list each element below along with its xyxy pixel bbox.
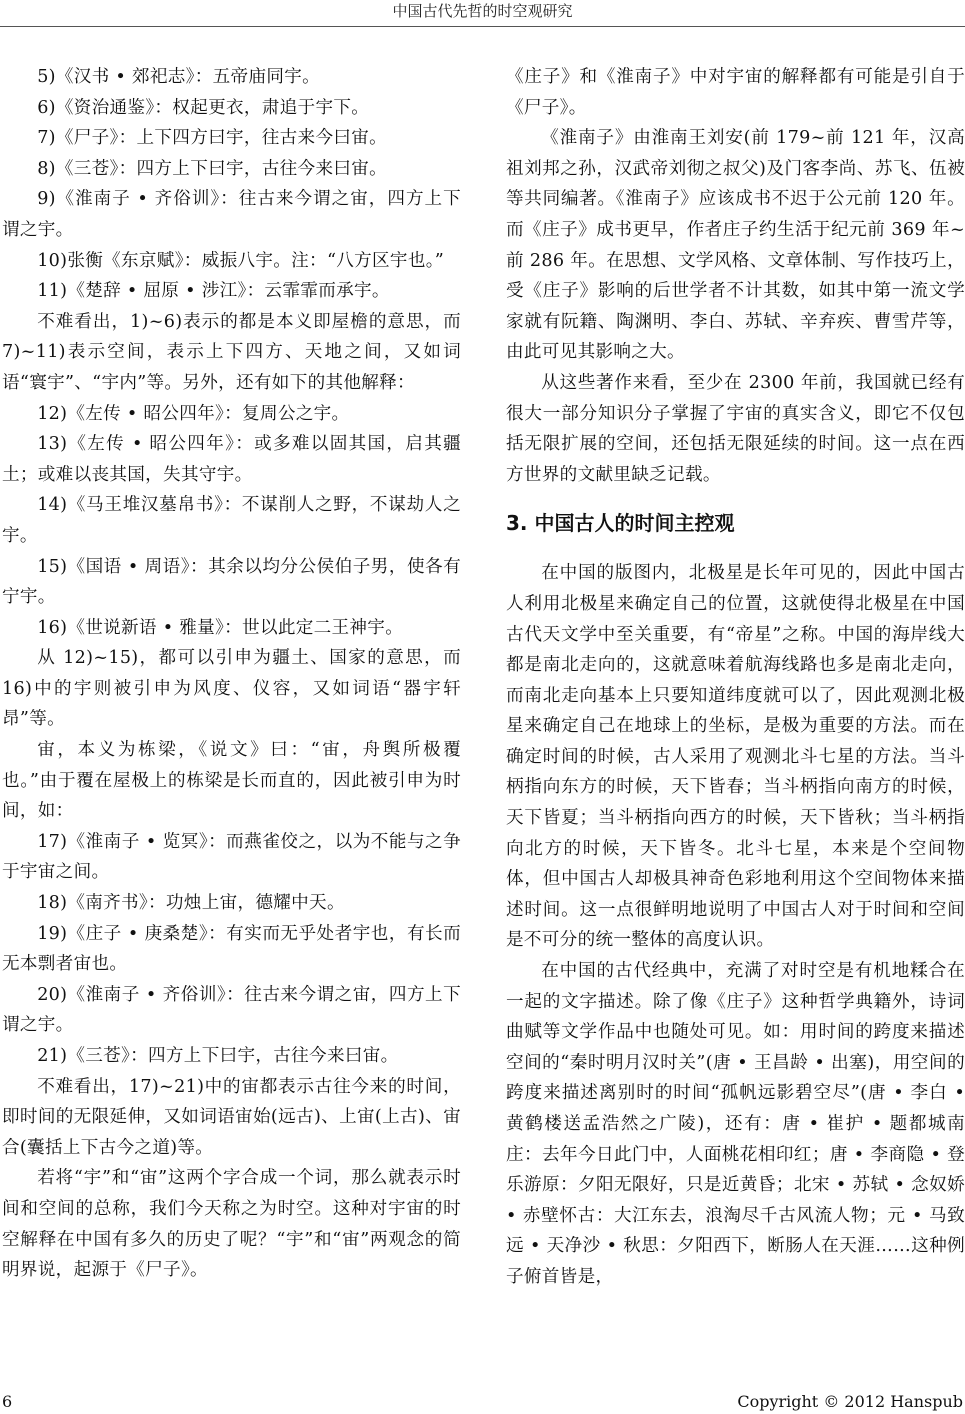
- paragraph: 从 12)~15)，都可以引申为疆土、国家的意思，而 16)中的宇则被引申为风度、仪容，又如词语“器宇轩昂”等。: [2, 648, 461, 730]
- citation-item: 9)《淮南子 • 齐俗训》：往古来今谓之宙，四方上下谓之宇。: [2, 189, 461, 240]
- paragraph: 不难看出，17)~21)中的宙都表示古往今来的时间，即时间的无限延伸，又如词语宙始(远古)、上宙(上古)、宙合(囊括上下古今之道)等。: [2, 1076, 461, 1158]
- citation-item: 16)《世说新语 • 雅量》：世以此定二王神宇。: [37, 617, 404, 638]
- citation-item: 7)《尸子》：上下四方曰宇，往古来今曰宙。: [37, 128, 388, 149]
- paragraph: 从这些著作来看，至少在 2300 年前，我国就已经有很大一部分知识分子掌握了宇宙的真实含义，即它不仅包括无限扩展的空间，还包括无限延续的时间。这一点在西方世界的文献里缺乏记载。: [506, 372, 965, 485]
- paragraph: 在中国的版图内，北极星是长年可见的，因此中国古人利用北极星来确定自己的位置，这就使得北极星在中国古代天文学中至关重要，有“帝星”之称。中国的海岸线大都是南北走向的，这就意味着航海线路也多是南北走向，而南北走向基本上只要知道纬度就可以了，因此观测北极星来确定自己在地球上的坐标，是极为重要的方法。而在确定时间的时候，古人采用了观测北斗七星的方法。当斗柄指向东方的时候，天下皆春；当斗柄指向南方的时候，天下皆夏；当斗柄指向西方的时候，天下皆秋；当斗柄指向北方的时候，天下皆冬。北斗七星，本来是个空间物体，但中国古人却极具神奇色彩地利用这个空间物体来描述时间。这一点很鲜明地说明了中国古人对于时间和空间是不可分的统一整体的高度认识。: [506, 563, 965, 951]
- page-number: 6: [2, 1392, 13, 1411]
- paragraph: 在中国的古代经典中，充满了对时空是有机地糅合在一起的文字描述。除了像《庄子》这种哲学典籍外，诗词曲赋等文学作品中也随处可见。如：用时间的跨度来描述空间的“秦时明月汉时关”(唐 • 王昌龄 • 出塞)，用空间的跨度来描述离别时的时间“孤帆远影碧空尽”(唐 • 李白 • 黄鹤楼送孟浩然之广陵)，还有：唐 • 崔护 • 题都城南庄：去年今日此门中，人面桃花相印红；唐 • 李商隐 • 登乐游原：夕阳无限好，只是近黄昏；北宋 • 苏轼 • 念奴娇 • 赤壁怀古：大江东去，浪淘尽千古风流人物；元 • 马致远 • 天净沙 • 秋思：夕阳西下，断肠人在天涯……这种例子俯首皆是，: [506, 961, 965, 1287]
- right-column: [506, 62, 965, 1380]
- citation-item: 5)《汉书 • 郊祀志》：五帝庙同宇。: [37, 67, 321, 87]
- header-rule: [0, 26, 965, 27]
- paragraph: 《淮南子》由淮南王刘安(前 179~前 121 年，汉高祖刘邦之孙，汉武帝刘彻之叔父)及门客李尚、苏飞、伍被等共同编著。《淮南子》应该成书不迟于公元前 120 年。而《庄子》成书更早，作者庄子约生活于纪元前 369 年~前 286 年。在思想、文学风格、文章体制、写作技巧上，受《庄子》影响的后世学者不计其数，如其中第一流文学家就有阮籍、陶渊明、李白、苏轼、辛弃疾、曹雪芹等，由此可见其影响之大。: [506, 128, 965, 363]
- running-header: 中国古代先哲的时空观研究: [392, 2, 573, 20]
- citation-item: 21)《三苍》：四方上下曰宇，古往今来曰宙。: [37, 1046, 399, 1066]
- copyright-notice: Copyright © 2012 Hanspub: [737, 1392, 963, 1411]
- left-column: [2, 62, 461, 1380]
- citation-item: 12)《左传 • 昭公四年》：复周公之宇。: [37, 403, 350, 424]
- citation-item: 8)《三苍》：四方上下曰宇，古往今来曰宙。: [37, 158, 388, 179]
- citation-item: 17)《淮南子 • 览冥》：而燕雀佼之，以为不能与之争于宇宙之间。: [2, 831, 461, 883]
- citation-item: 19)《庄子 • 庚桑楚》：有实而无乎处者宇也，有长而无本剽者宙也。: [2, 923, 461, 975]
- citation-item: 11)《楚辞 • 屈原 • 涉江》：云霏霏而承宇。: [37, 281, 390, 302]
- citation-item: 15)《国语 • 周语》：其余以均分公侯伯子男，使各有宁宇。: [2, 556, 461, 608]
- right-column-section-body: [506, 558, 965, 1292]
- paragraph: 《庄子》和《淮南子》中对宇宙的解释都有可能是引自于《尸子》。: [506, 67, 965, 118]
- citation-item: 6)《资治通鉴》：权起更衣，肃追于宇下。: [37, 97, 370, 118]
- citation-item: 13)《左传 • 昭公四年》：或多难以固其国，启其疆土；或难以丧其国，失其守宇。: [2, 434, 461, 485]
- paragraph: 若将“宇”和“宙”这两个字合成一个词，那么就表示时间和空间的总称，我们今天称之为时空。这种对宇宙的时空解释在中国有多久的历史了呢？“宇”和“宙”两观念的简明界说，起源于《尸子》。: [2, 1168, 461, 1281]
- paragraph: 宙，本义为栋梁，《说文》曰：“宙，舟舆所极覆也。”由于覆在屋极上的栋梁是长而直的，因此被引申为时间，如：: [2, 740, 461, 822]
- right-column-intro: [506, 62, 965, 490]
- citation-item: 10)张衡《东京赋》：威振八宇。注：“八方区宇也。”: [37, 250, 445, 271]
- section-heading: 3. 中国古人的时间主控观: [506, 511, 735, 536]
- citation-item: 14)《马王堆汉墓帛书》：不谋削人之野，不谋劫人之宇。: [2, 495, 461, 546]
- citation-item: 18)《南齐书》：功烛上宙，德耀中天。: [37, 893, 345, 914]
- citation-item: 20)《淮南子 • 齐俗训》：往古来今谓之宙，四方上下谓之宇。: [2, 984, 461, 1036]
- paragraph: 不难看出，1)~6)表示的都是本义即屋檐的意思，而 7)~11)表示空间，表示上下四方、天地之间，又如词语“寰宇”、“宇内”等。另外，还有如下的其他解释：: [2, 311, 461, 393]
